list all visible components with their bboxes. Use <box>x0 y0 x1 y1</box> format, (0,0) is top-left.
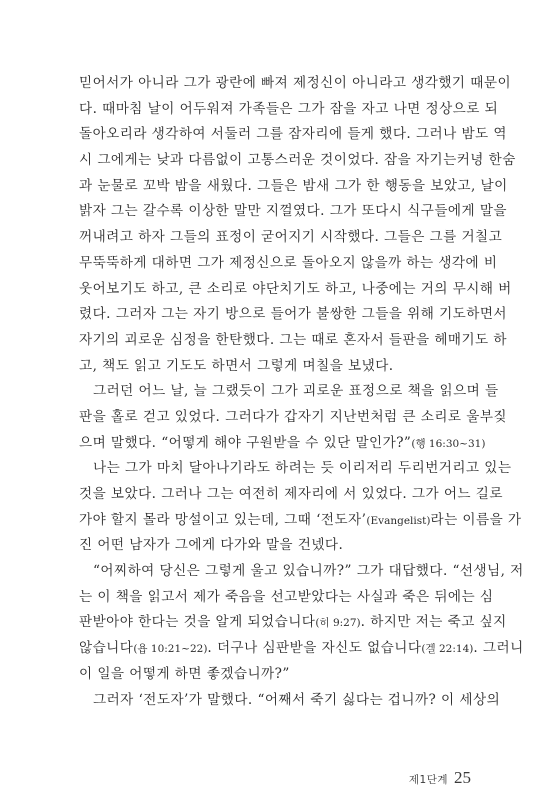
text-line <box>79 199 507 225</box>
text-segment: 것을 보았다. 그러나 그는 여전히 제자리에 서 있었다. 그가 어느 길로 <box>79 486 503 502</box>
text-segment: 믿어서가 아니라 그가 광란에 빠져 제정신이 아니라고 생각했기 때문이 <box>79 75 512 91</box>
text-segment: 나는 그가 마치 달아나기라도 하려는 듯 이리저리 두리번거리고 있는 <box>93 460 512 477</box>
text-line <box>79 379 499 405</box>
text-segment: 진 어떤 남자가 그에게 다가와 말을 건넸다. <box>79 537 344 554</box>
text-segment: 웃어보기도 하고, 큰 소리로 야단치기도 하고, 나중에는 거의 무시해 버 <box>79 280 512 297</box>
text-line <box>79 97 499 123</box>
text-line <box>79 122 507 148</box>
text-line <box>79 302 507 328</box>
text-line <box>79 174 508 200</box>
text-line <box>79 585 494 611</box>
text-segment: 으며 말했다. “어떻게 해야 구원받을 수 있단 말인가?” <box>79 434 412 451</box>
text-segment: 가야 할지 몰라 망설이고 있는데, 그때 ‘전도자’ <box>79 511 367 528</box>
text-line <box>79 354 470 380</box>
text-segment: 시 그에게는 낮과 다름없이 고통스러운 것이었다. 잠을 자기는커녕 한숨 <box>79 152 516 169</box>
text-segment: 그러자 ‘전도자’가 말했다. “어째서 죽기 싫다는 겁니까? 이 세상의 <box>93 691 501 708</box>
text-line <box>79 148 516 174</box>
text-line <box>79 456 512 482</box>
text-line <box>79 71 512 97</box>
text-segment: 그러던 어느 날, 늘 그랬듯이 그가 괴로운 표정으로 책을 읽으며 들 <box>93 383 499 400</box>
text-line <box>79 610 507 636</box>
text-segment: . 하지만 저는 죽고 싶지 <box>360 614 507 631</box>
text-line <box>79 559 524 585</box>
text-segment: 다. 때마침 날이 어두워져 가족들은 그가 잠을 자고 나면 정상으로 되 <box>79 100 499 117</box>
text-segment: . 더구나 심판받을 자신도 없습니다 <box>207 640 422 657</box>
text-segment: 라는 이름을 가 <box>430 511 522 528</box>
text-segment: 무뚝뚝하게 대하면 그가 제정신으로 돌아오지 않을까 하는 생각에 비 <box>79 254 498 271</box>
text-line <box>79 431 486 457</box>
text-line <box>79 225 503 251</box>
text-segment: 꺼내려고 하자 그들의 표정이 굳어지기 시작했다. 그들은 그를 거칠고 <box>79 229 503 246</box>
scripture-reference: (욥 10:21~22) <box>133 643 208 656</box>
text-segment: 않습니다 <box>79 640 134 657</box>
text-segment: 밝자 그는 갈수록 이상한 말만 지껄였다. 그가 또다시 식구들에게 말을 <box>79 203 507 220</box>
page-number: 25 <box>454 768 471 787</box>
text-line <box>79 328 507 354</box>
text-line <box>79 405 507 431</box>
text-segment: 돌아오리라 생각하여 서둘러 그를 잠자리에 들게 했다. 그러나 밤도 역 <box>79 126 507 143</box>
text-segment: 고, 책도 읽고 기도도 하면서 그렇게 며칠을 보냈다. <box>79 357 394 374</box>
text-segment: “어찌하여 당신은 그렇게 울고 있습니까?” 그가 대답했다. “선생님, 저 <box>93 563 524 580</box>
text-segment: 판받아야 한다는 것을 알게 되었습니다 <box>79 614 316 631</box>
text-line <box>79 508 522 534</box>
scripture-reference: (히 9:27) <box>315 617 361 630</box>
text-segment: 과 눈물로 꼬박 밤을 새웠다. 그들은 밤새 그가 한 행동을 보았고, 날이 <box>79 177 508 194</box>
page-footer <box>409 766 471 790</box>
text-line <box>79 662 470 688</box>
scripture-reference: (Evangelist) <box>366 514 431 527</box>
text-segment: . 그러니 <box>473 640 524 657</box>
text-segment: 렸다. 그러자 그는 자기 방으로 들어가 불쌍한 그들을 위해 기도하면서 <box>79 306 507 323</box>
scripture-reference: (겔 22:14) <box>421 643 474 656</box>
body-text <box>79 71 524 713</box>
chapter-label: 제1단계 <box>408 774 448 786</box>
text-segment: 이 일을 어떻게 하면 좋겠습니까?” <box>79 665 290 682</box>
text-line <box>79 636 524 662</box>
scripture-reference: (행 16:30~31) <box>411 437 486 450</box>
text-segment: 자기의 괴로운 심정을 한탄했다. 그는 때로 혼자서 들판을 헤매기도 하 <box>79 331 507 348</box>
text-line <box>79 251 498 277</box>
text-line <box>79 482 503 508</box>
text-line <box>79 533 470 559</box>
text-line <box>79 277 512 303</box>
text-line <box>79 688 501 714</box>
text-segment: 판을 홀로 걷고 있었다. 그러다가 갑자기 지난번처럼 큰 소리로 울부짖 <box>79 408 507 425</box>
text-segment: 는 이 책을 읽고서 제가 죽음을 선고받았다는 사실과 죽은 뒤에는 심 <box>79 588 494 605</box>
